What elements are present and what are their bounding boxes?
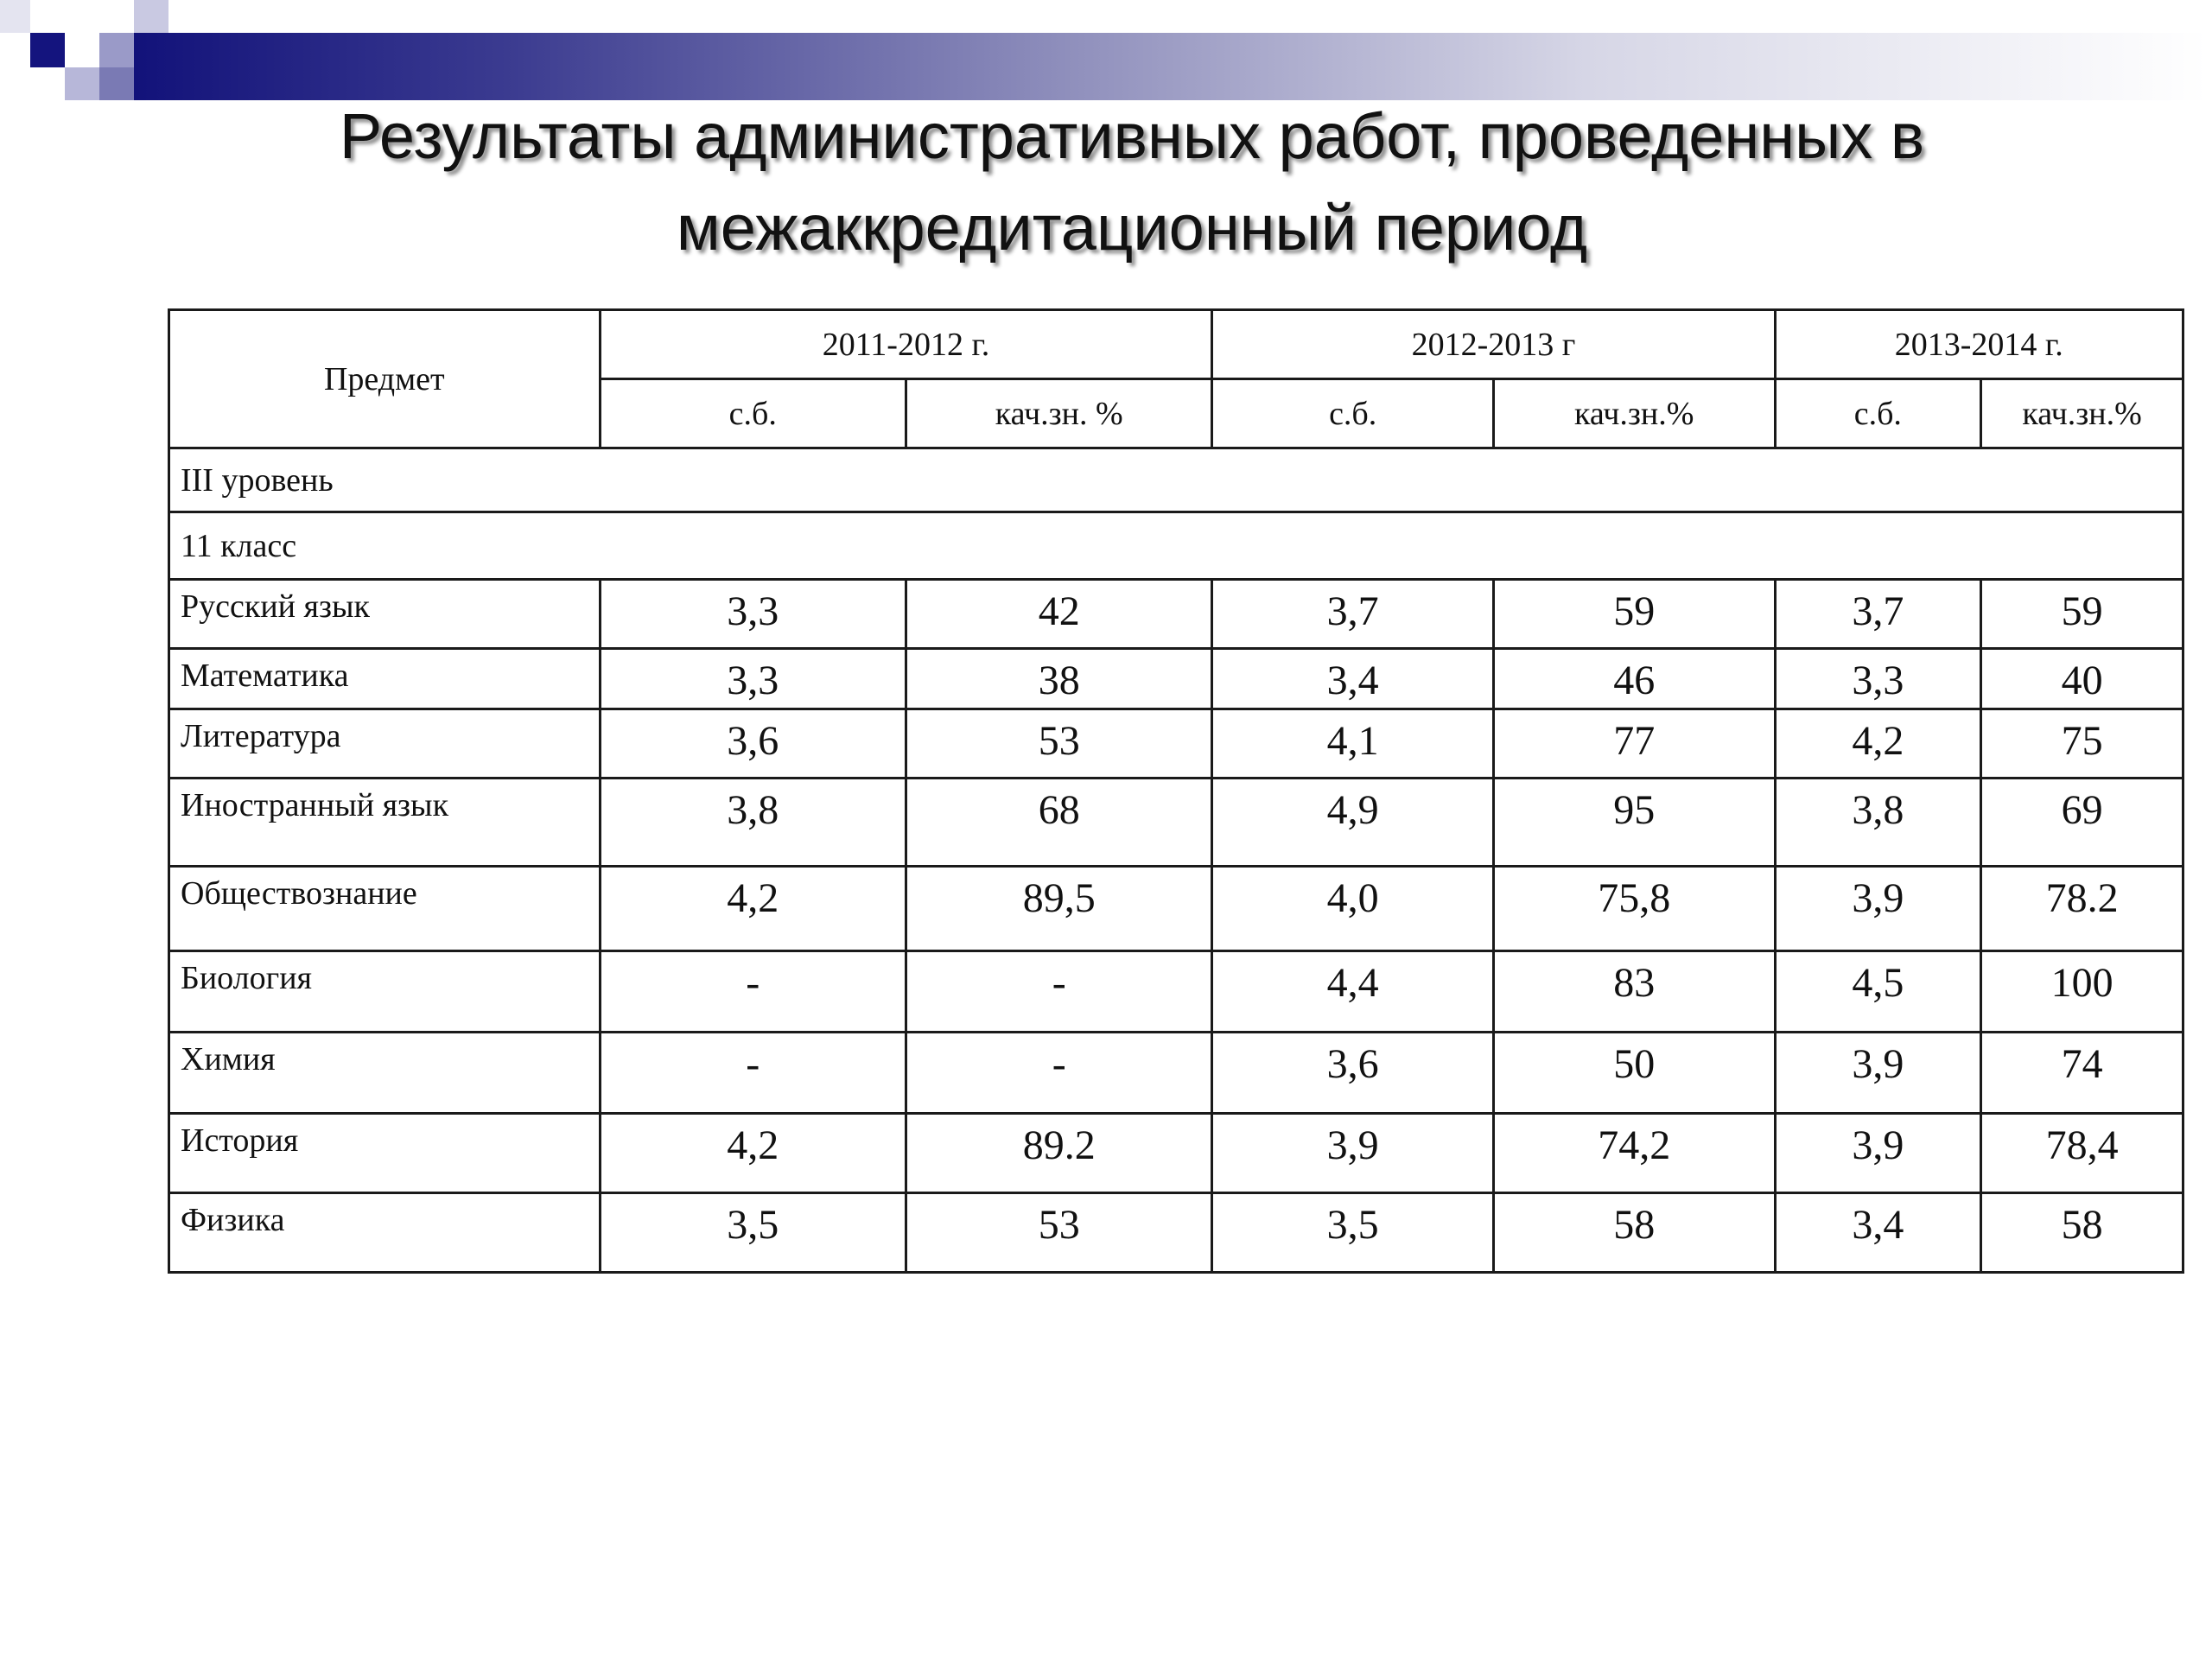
table-row xyxy=(169,580,2183,649)
table-row xyxy=(169,1114,2183,1193)
grade-label: 11 класс xyxy=(169,512,2183,580)
value-cell: 3,9 xyxy=(1775,1114,1981,1193)
value-cell: 3,9 xyxy=(1775,1033,1981,1114)
value-cell: 3,8 xyxy=(600,779,906,867)
results-table xyxy=(168,308,2184,1274)
value-cell: 3,5 xyxy=(1212,1193,1493,1273)
table-row xyxy=(169,1193,2183,1273)
subheader: с.б. xyxy=(1775,379,1981,448)
value-cell: 4,5 xyxy=(1775,951,1981,1033)
slide-title xyxy=(104,91,2160,274)
value-cell: 4,9 xyxy=(1212,779,1493,867)
subheader: с.б. xyxy=(1212,379,1493,448)
value-cell: - xyxy=(600,951,906,1033)
value-cell: 53 xyxy=(906,1193,1211,1273)
value-cell: 59 xyxy=(1493,580,1775,649)
table-body xyxy=(169,580,2183,1273)
value-cell: 3,3 xyxy=(1775,649,1981,709)
table-row xyxy=(169,779,2183,867)
value-cell: 38 xyxy=(906,649,1211,709)
value-cell: 3,4 xyxy=(1212,649,1493,709)
subject-cell: Русский язык xyxy=(169,580,601,649)
table-row xyxy=(169,867,2183,951)
value-cell: 83 xyxy=(1493,951,1775,1033)
value-cell: 59 xyxy=(1981,580,2183,649)
level-row xyxy=(169,448,2183,512)
slide-title-line1: Результаты административных работ, проведенных в xyxy=(339,100,1925,172)
subject-cell: Литература xyxy=(169,709,601,779)
value-cell: - xyxy=(906,951,1211,1033)
value-cell: 89.2 xyxy=(906,1114,1211,1193)
table-row xyxy=(169,649,2183,709)
value-cell: 3,6 xyxy=(600,709,906,779)
value-cell: 3,4 xyxy=(1775,1193,1981,1273)
value-cell: 58 xyxy=(1981,1193,2183,1273)
value-cell: 68 xyxy=(906,779,1211,867)
value-cell: 4,2 xyxy=(600,1114,906,1193)
value-cell: 46 xyxy=(1493,649,1775,709)
value-cell: 3,6 xyxy=(1212,1033,1493,1114)
value-cell: 3,9 xyxy=(1212,1114,1493,1193)
subject-cell: Математика xyxy=(169,649,601,709)
value-cell: 74,2 xyxy=(1493,1114,1775,1193)
subject-cell: Биология xyxy=(169,951,601,1033)
value-cell: 3,7 xyxy=(1775,580,1981,649)
value-cell: 40 xyxy=(1981,649,2183,709)
value-cell: 3,8 xyxy=(1775,779,1981,867)
value-cell: 4,0 xyxy=(1212,867,1493,951)
subject-cell: Физика xyxy=(169,1193,601,1273)
subject-cell: История xyxy=(169,1114,601,1193)
value-cell: 53 xyxy=(906,709,1211,779)
subheader: кач.зн.% xyxy=(1493,379,1775,448)
subject-cell: Химия xyxy=(169,1033,601,1114)
value-cell: 78,4 xyxy=(1981,1114,2183,1193)
value-cell: 4,1 xyxy=(1212,709,1493,779)
value-cell: 42 xyxy=(906,580,1211,649)
subject-cell: Иностранный язык xyxy=(169,779,601,867)
value-cell: 4,2 xyxy=(1775,709,1981,779)
value-cell: 77 xyxy=(1493,709,1775,779)
value-cell: 75 xyxy=(1981,709,2183,779)
value-cell: 95 xyxy=(1493,779,1775,867)
value-cell: 69 xyxy=(1981,779,2183,867)
year-header: 2011-2012 г. xyxy=(600,310,1212,379)
value-cell: 3,3 xyxy=(600,580,906,649)
decor-square xyxy=(65,67,99,100)
value-cell: 50 xyxy=(1493,1033,1775,1114)
value-cell: 100 xyxy=(1981,951,2183,1033)
decor-square xyxy=(30,33,65,67)
value-cell: 3,3 xyxy=(600,649,906,709)
value-cell: 75,8 xyxy=(1493,867,1775,951)
value-cell: 3,9 xyxy=(1775,867,1981,951)
level-label: III уровень xyxy=(169,448,2183,512)
table-row xyxy=(169,951,2183,1033)
subheader: кач.зн. % xyxy=(906,379,1211,448)
value-cell: 58 xyxy=(1493,1193,1775,1273)
year-header: 2012-2013 г xyxy=(1212,310,1775,379)
table-row xyxy=(169,1033,2183,1114)
value-cell: - xyxy=(906,1033,1211,1114)
subject-cell: Обществознание xyxy=(169,867,601,951)
value-cell: 4,4 xyxy=(1212,951,1493,1033)
slide-title-line2: межаккредитационный период xyxy=(676,192,1588,264)
year-header: 2013-2014 г. xyxy=(1775,310,2183,379)
subject-header: Предмет xyxy=(169,310,601,448)
value-cell: 74 xyxy=(1981,1033,2183,1114)
table-row xyxy=(169,709,2183,779)
value-cell: 78.2 xyxy=(1981,867,2183,951)
subheader: с.б. xyxy=(600,379,906,448)
decor-square xyxy=(99,33,134,67)
table-header-row xyxy=(169,310,2183,379)
decor-square xyxy=(134,0,168,33)
value-cell: 3,5 xyxy=(600,1193,906,1273)
subheader: кач.зн.% xyxy=(1981,379,2183,448)
value-cell: 3,7 xyxy=(1212,580,1493,649)
value-cell: - xyxy=(600,1033,906,1114)
value-cell: 89,5 xyxy=(906,867,1211,951)
grade-row xyxy=(169,512,2183,580)
decor-square xyxy=(0,0,30,33)
value-cell: 4,2 xyxy=(600,867,906,951)
